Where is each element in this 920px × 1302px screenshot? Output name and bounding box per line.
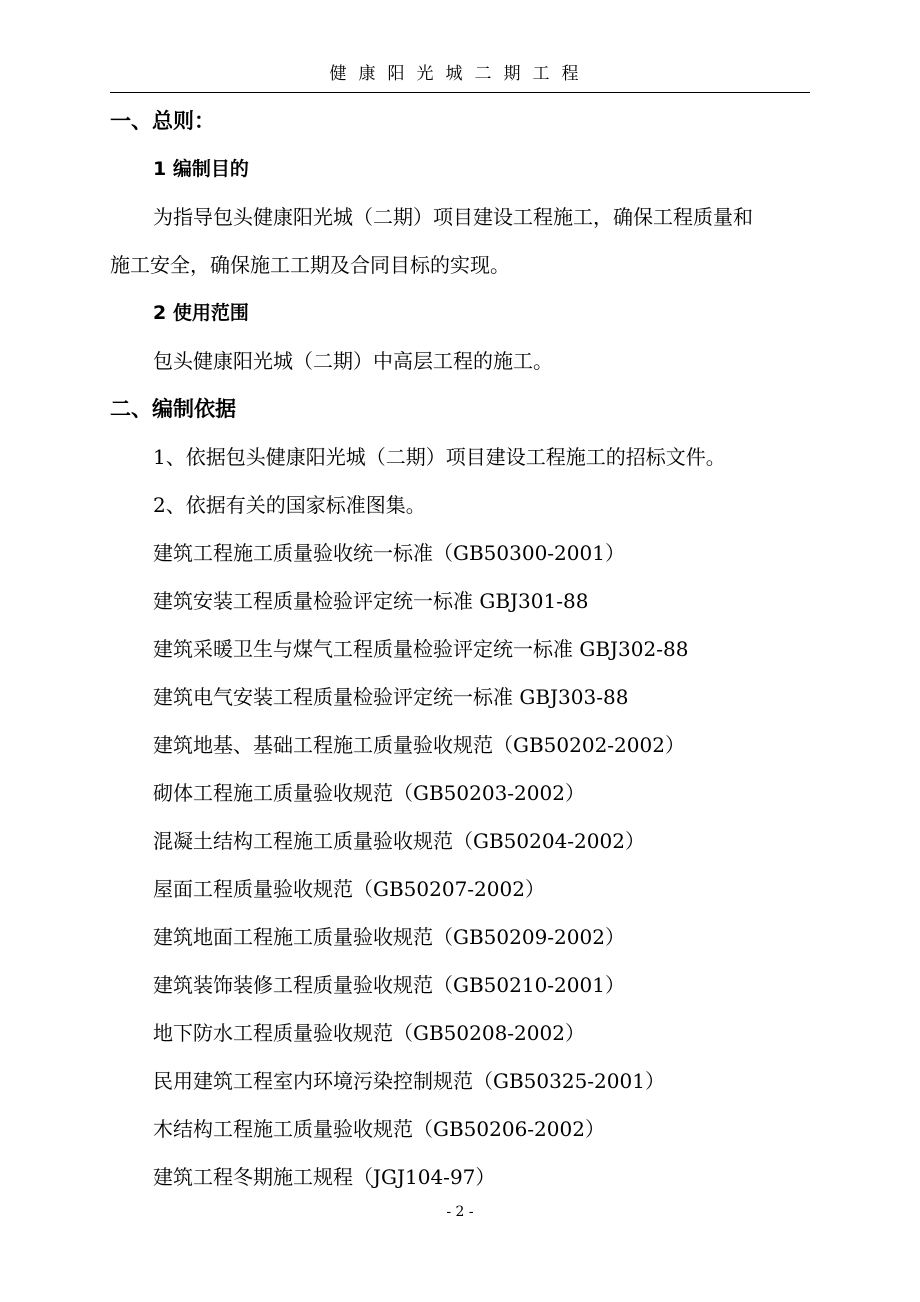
page-header: 健康阳光城二期工程	[329, 64, 591, 84]
purpose-paragraph-line-1: 为指导包头健康阳光城（二期）项目建设工程施工，确保工程质量和	[153, 205, 753, 229]
standard-item: 木结构工程施工质量验收规范（GB50206-2002）	[153, 1117, 605, 1141]
standard-item: 建筑采暖卫生与煤气工程质量检验评定统一标准 GBJ302-88	[153, 637, 689, 661]
standard-item: 建筑工程施工质量验收统一标准（GB50300-2001）	[153, 541, 625, 565]
basis-item: 1、依据包头健康阳光城（二期）项目建设工程施工的招标文件。	[153, 445, 726, 469]
scope-paragraph: 包头健康阳光城（二期）中高层工程的施工。	[153, 349, 553, 373]
basis-item: 2、依据有关的国家标准图集。	[153, 493, 426, 517]
standard-item: 地下防水工程质量验收规范（GB50208-2002）	[153, 1021, 585, 1045]
standard-item: 屋面工程质量验收规范（GB50207-2002）	[153, 877, 545, 901]
header-divider	[110, 92, 810, 93]
purpose-paragraph-line-2: 施工安全，确保施工工期及合同目标的实现。	[110, 253, 510, 277]
scope-title: 2 使用范围	[153, 302, 249, 324]
standard-item: 建筑装饰装修工程质量验收规范（GB50210-2001）	[153, 973, 625, 997]
standard-item: 建筑工程冬期施工规程（JGJ104-97）	[153, 1165, 496, 1189]
standard-item: 建筑地基、基础工程施工质量验收规范（GB50202-2002）	[153, 733, 685, 757]
page-number: - 2 -	[446, 1204, 474, 1220]
purpose-title: 1 编制目的	[153, 158, 249, 180]
section-2-heading: 二、编制依据	[110, 397, 236, 421]
standard-item: 砌体工程施工质量验收规范（GB50203-2002）	[153, 781, 585, 805]
standard-item: 建筑电气安装工程质量检验评定统一标准 GBJ303-88	[153, 685, 629, 709]
standard-item: 建筑地面工程施工质量验收规范（GB50209-2002）	[153, 925, 625, 949]
standard-item: 混凝土结构工程施工质量验收规范（GB50204-2002）	[153, 829, 645, 853]
section-1-heading: 一、总则：	[110, 109, 215, 133]
standard-item: 建筑安装工程质量检验评定统一标准 GBJ301-88	[153, 589, 589, 613]
standard-item: 民用建筑工程室内环境污染控制规范（GB50325-2001）	[153, 1069, 665, 1093]
